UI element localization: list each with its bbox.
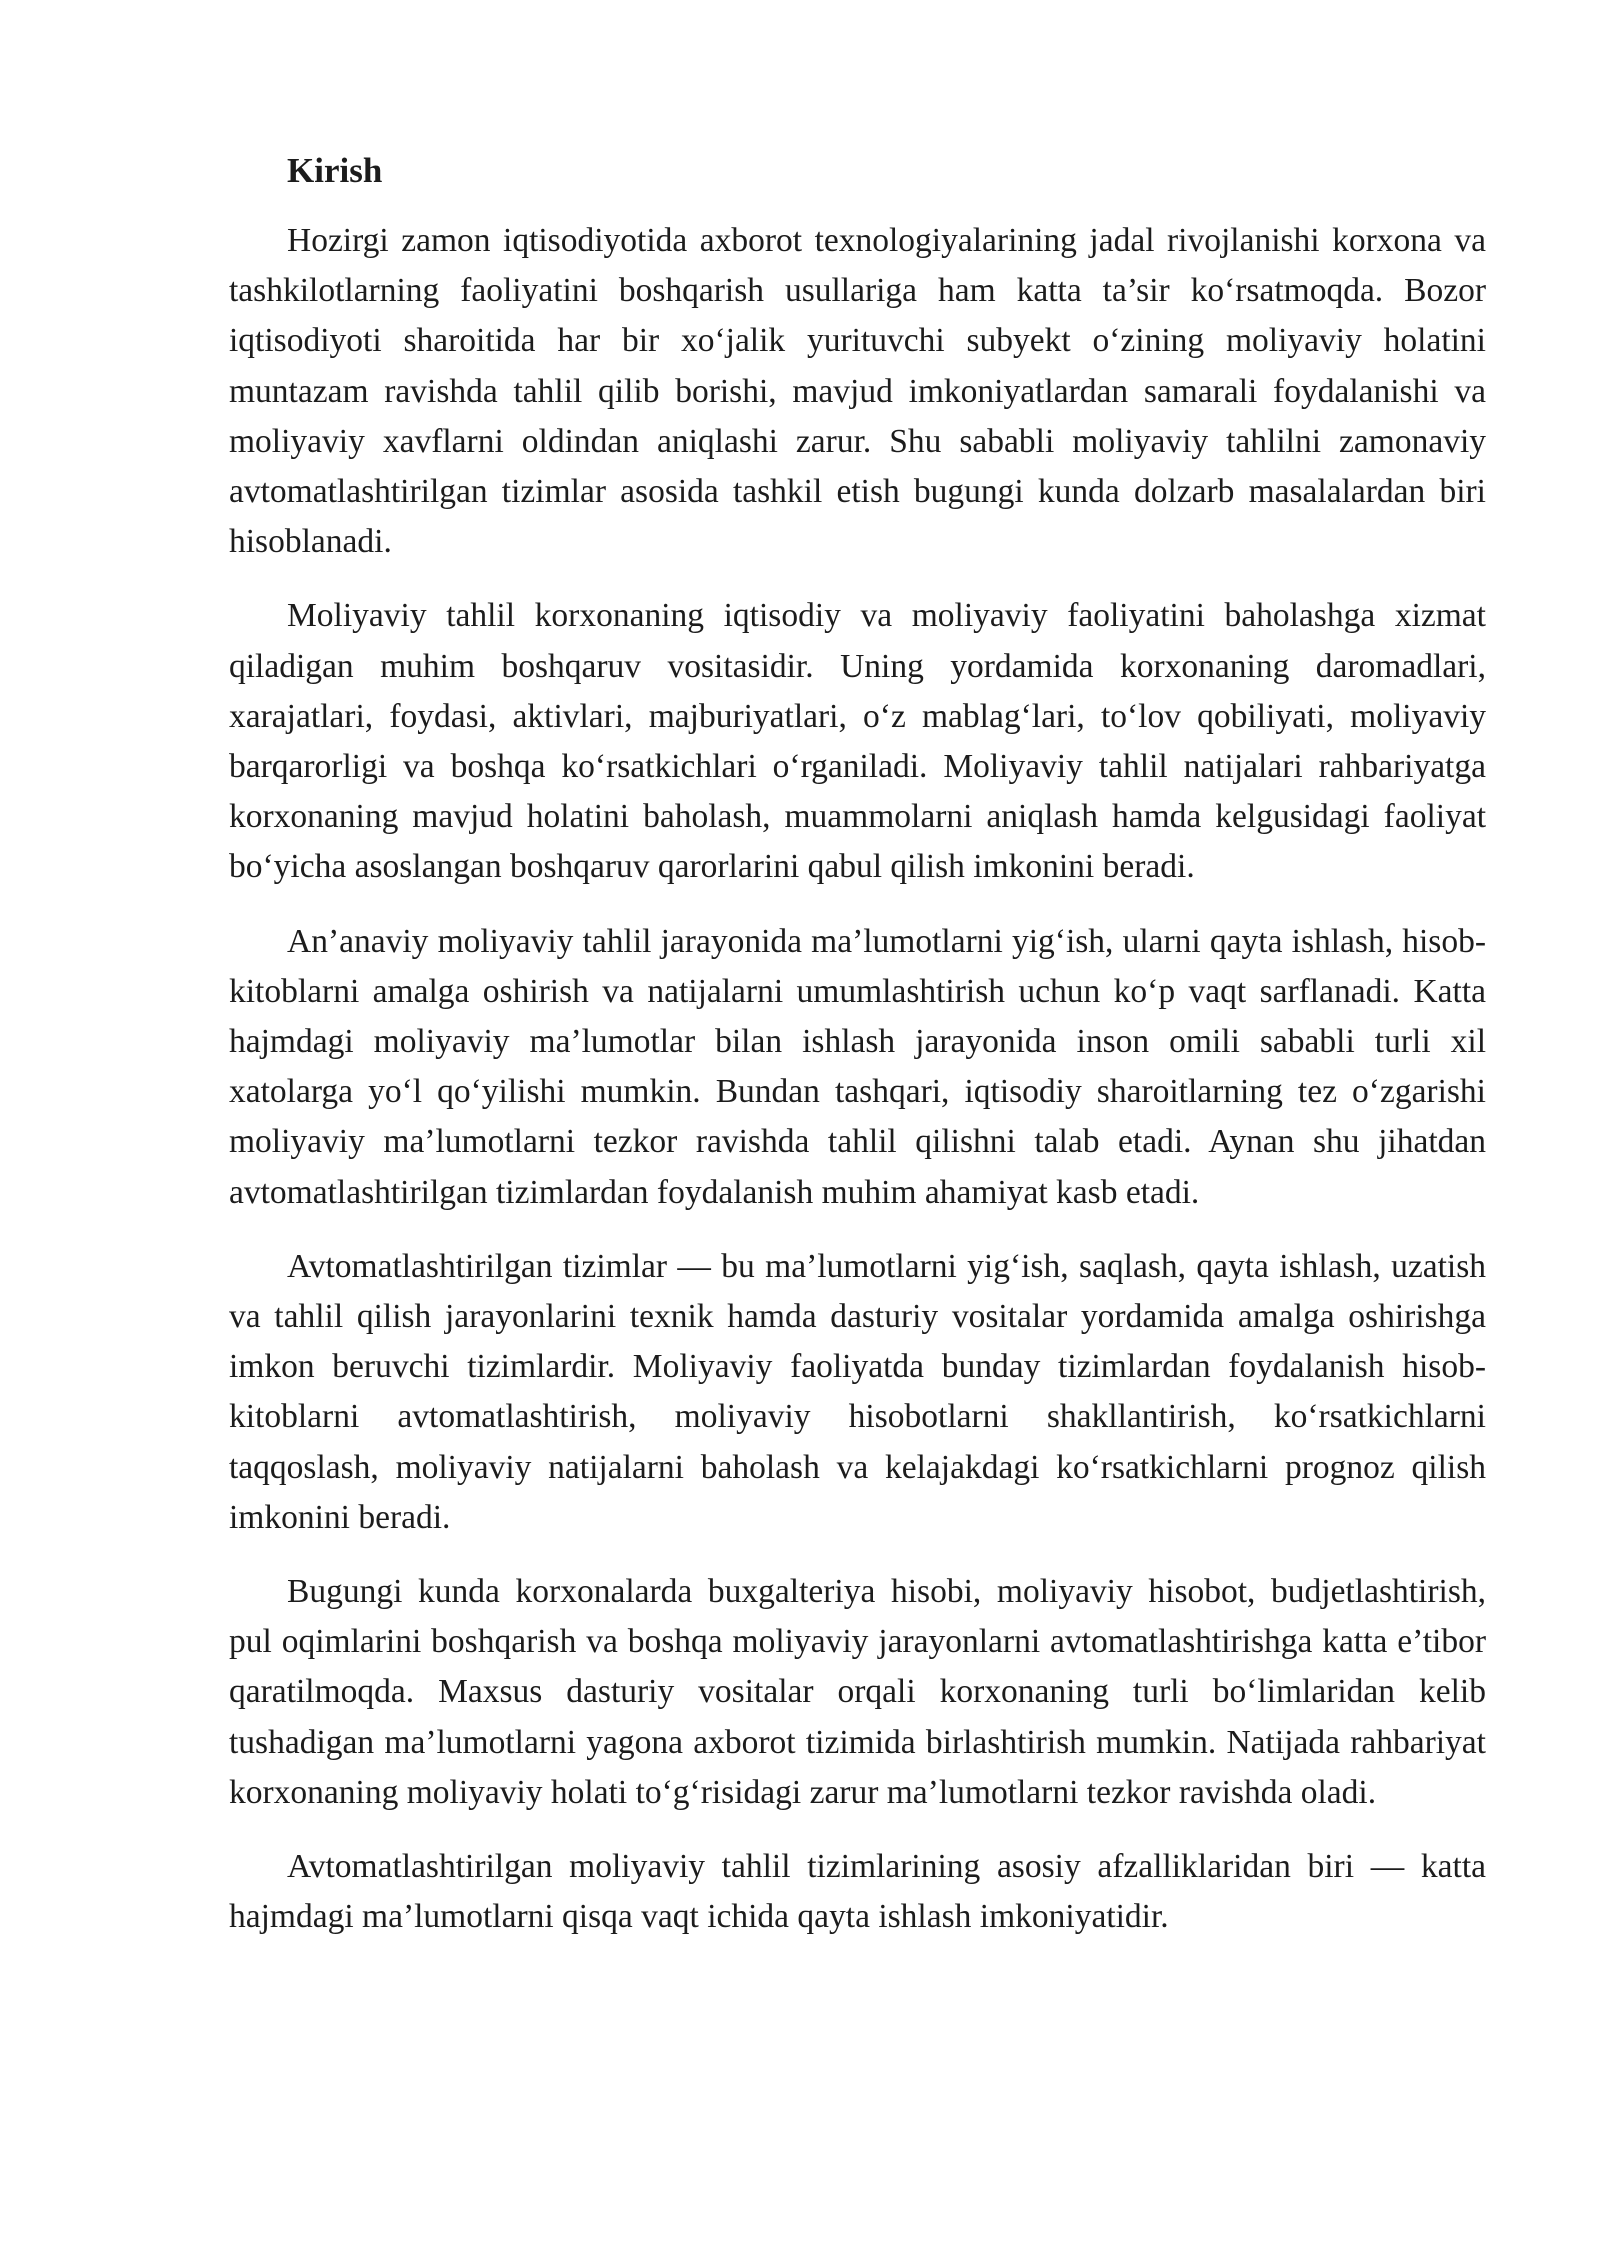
- paragraph-5: Bugungi kunda korxonalarda buxgalteriya hisobi, moliyaviy hisobot, budjetlashtirish, pul oqimlarini boshqarish va boshqa moliyaviy jarayonlarni avtomatlashtirishga katta e’tibor qaratilmoqda. Maxsus dasturiy vositalar orqali korxonaning turli bo‘limlaridan kelib tushadigan ma’lumotlarni yagona axborot tizimida birlashtirish mumkin. Natijada rahbariyat korxonaning moliyaviy holati to‘g‘risidagi zarur ma’lumotlarni tezkor ravishda oladi.: [229, 1573, 1486, 1811]
- section-heading: Kirish: [287, 151, 383, 190]
- document-body: [229, 146, 1486, 1943]
- paragraph-6: Avtomatlashtirilgan moliyaviy tahlil tizimlarining asosiy afzalliklaridan biri — katta hajmdagi ma’lumotlarni qisqa vaqt ichida qayta ishlash imkoniyatidir.: [229, 1848, 1486, 1936]
- paragraph-2: Moliyaviy tahlil korxonaning iqtisodiy va moliyaviy faoliyatini baholashga xizmat qiladigan muhim boshqaruv vositasidir. Uning yordamida korxonaning daromadlari, xarajatlari, foydasi, aktivlari, majburiyatlari, o‘z mablag‘lari, to‘lov qobiliyati, moliyaviy barqarorligi va boshqa ko‘rsatkichlari o‘rganiladi. Moliyaviy tahlil natijalari rahbariyatga korxonaning mavjud holatini baholash, muammolarni aniqlash hamda kelgusidagi faoliyat bo‘yicha asoslangan boshqaruv qarorlarini qabul qilish imkonini beradi.: [229, 597, 1486, 886]
- paragraph-3: An’anaviy moliyaviy tahlil jarayonida ma’lumotlarni yig‘ish, ularni qayta ishlash, hisob-kitoblarni amalga oshirish va natijalarni umumlashtirish uchun ko‘p vaqt sarflanadi. Katta hajmdagi moliyaviy ma’lumotlar bilan ishlash jarayonida inson omili sababli turli xil xatolarga yo‘l qo‘yilishi mumkin. Bundan tashqari, iqtisodiy sharoitlarning tez o‘zgarishi moliyaviy ma’lumotlarni tezkor ravishda tahlil qilishni talab etadi. Aynan shu jihatdan avtomatlashtirilgan tizimlardan foydalanish muhim ahamiyat kasb etadi.: [229, 922, 1486, 1211]
- paragraph-1: Hozirgi zamon iqtisodiyotida axborot texnologiyalarining jadal rivojlanishi korxona va tashkilotlarning faoliyatini boshqarish usullariga ham katta ta’sir ko‘rsatmoqda. Bozor iqtisodiyoti sharoitida har bir xo‘jalik yurituvchi subyekt o‘zining moliyaviy holatini muntazam ravishda tahlil qilib borishi, mavjud imkoniyatlardan samarali foydalanishi va moliyaviy xavflarni oldindan aniqlashi zarur. Shu sababli moliyaviy tahlilni zamonaviy avtomatlashtirilgan tizimlar asosida tashkil etish bugungi kunda dolzarb masalalardan biri hisoblanadi.: [229, 222, 1486, 561]
- paragraph-4: Avtomatlashtirilgan tizimlar — bu ma’lumotlarni yig‘ish, saqlash, qayta ishlash, uzatish va tahlil qilish jarayonlarini texnik hamda dasturiy vositalar yordamida amalga oshirishga imkon beruvchi tizimlardir. Moliyaviy faoliyatda bunday tizimlardan foydalanish hisob-kitoblarni avtomatlashtirish, moliyaviy hisobotlarni shakllantirish, ko‘rsatkichlarni taqqoslash, moliyaviy natijalarni baholash va kelajakdagi ko‘rsatkichlarni prognoz qilish imkonini beradi.: [229, 1247, 1486, 1536]
